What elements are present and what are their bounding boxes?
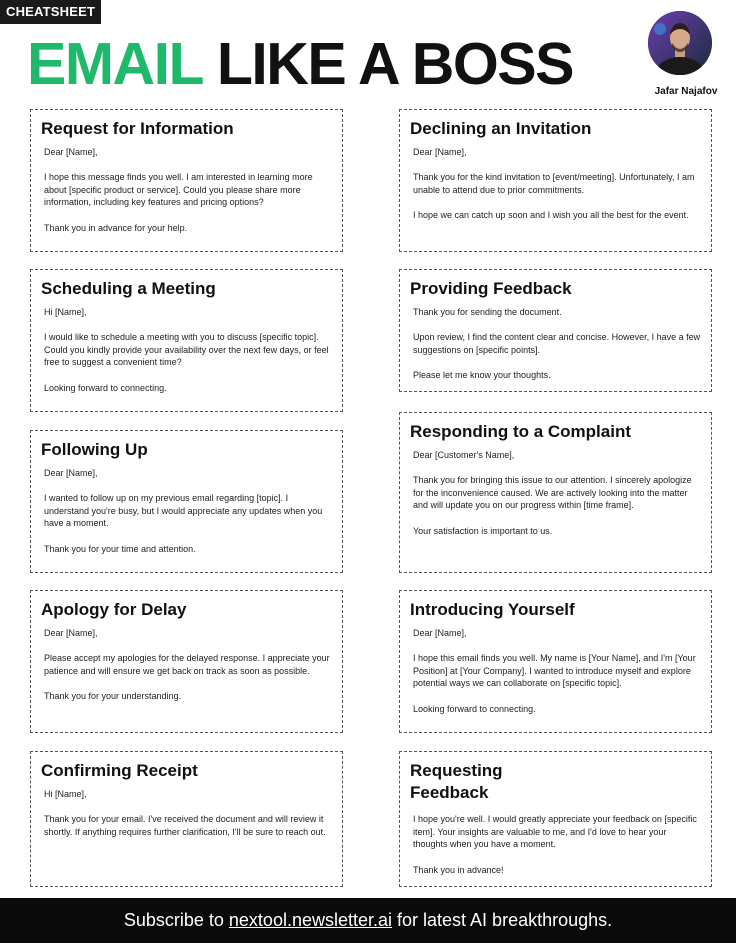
card-title: Declining an Invitation [410,119,592,138]
card-paragraph: Your satisfaction is important to us. [413,525,553,536]
footer-prefix: Subscribe to [123,910,229,930]
card-title: Request for Information [41,119,234,138]
card-introducing-yourself [399,590,712,733]
title-rest: LIKE A BOSS [201,31,573,97]
card-paragraph: Dear [Name], [413,147,467,157]
footer-suffix: for latest AI breakthroughs. [392,910,613,930]
card-paragraph: Thank you in advance! [413,864,504,875]
card-paragraph: I hope this message finds you well. I am interested in learning more about [specific product or service]. Could you please share more information, including key features and pricing options? [44,172,313,208]
card-providing-feedback [399,269,712,392]
card-requesting-feedback [399,751,712,887]
card-paragraph: I hope this email finds you well. My name is [Your Name], and I'm [Your Position] at [Your Company]. I wanted to introduce myself and explore potential ways we can collaborate on [specific topic]. [413,653,696,689]
card-paragraph: Thank you for your email. I've received the document and will review it shortly. If anything requires further clarification, I'll be sure to reach out. [44,814,326,837]
card-paragraph: Hi [Name], [44,789,87,799]
card-paragraph: Thank you for your understanding. [44,690,182,701]
card-apology-for-delay [30,590,343,733]
author-avatar [648,11,712,75]
subscribe-footer [0,898,736,943]
card-declining-an-invitation [399,109,712,252]
title-accent: EMAIL [27,31,202,97]
card-paragraph: Thank you for the kind invitation to [event/meeting]. Unfortunately, I am unable to attend due to prior commitments. [413,172,695,195]
newsletter-link[interactable]: nextool.newsletter.ai [228,910,393,930]
card-title: Apology for Delay [41,600,187,619]
card-paragraph: Looking forward to connecting. [413,703,536,714]
card-paragraph: I would like to schedule a meeting with you to discuss [specific topic]. Could you kindly provide your availability over the next few days, or feel free to suggest a convenient time? [44,332,329,368]
card-paragraph: Thank you for your time and attention. [44,543,196,554]
card-following-up [30,430,343,573]
author-name: Jafar Najafov [654,86,718,97]
card-confirming-receipt [30,751,343,887]
card-paragraph: Please accept my apologies for the delayed response. I appreciate your patience and will ensure we get back on track as soon as possible. [44,653,330,676]
page-title [27,30,573,98]
card-title: Responding to a Complaint [410,422,631,441]
card-paragraph: Looking forward to connecting. [44,382,167,393]
card-paragraph: Hi [Name], [44,307,87,317]
cheatsheet-tag: CHEATSHEET [0,0,101,24]
card-paragraph: Dear [Name], [44,628,98,638]
card-paragraph: I hope we can catch up soon and I wish you all the best for the event. [413,209,689,220]
card-title-overlap: Feedback [410,783,489,802]
card-paragraph: Thank you in advance for your help. [44,222,188,233]
card-paragraph: Dear [Name], [44,147,98,157]
card-title: Requesting [410,761,503,780]
card-paragraph: Dear [Name], [413,628,467,638]
card-paragraph: Thank you for bringing this issue to our attention. I sincerely apologize for the inconvenience caused. We are actively looking into the matter and will update you on our progress within [time frame]. [413,475,692,511]
card-paragraph: I hope you're well. I would greatly appreciate your feedback on [specific item]. Your insights are valuable to me, and I'd love to hear your thoughts when you have a moment. [413,814,697,850]
card-paragraph: Thank you for sending the document. [413,307,562,317]
card-paragraph: Please let me know your thoughts. [413,369,551,380]
card-title: Following Up [41,440,148,459]
card-paragraph: Upon review, I find the content clear and concise. However, I have a few suggestions on [specific points]. [413,332,701,355]
card-title: Providing Feedback [410,279,572,298]
card-paragraph: Dear [Name], [44,468,98,478]
card-responding-to-a-complaint [399,412,712,573]
card-paragraph: Dear [Customer's Name], [413,450,515,460]
card-title: Scheduling a Meeting [41,279,216,298]
card-paragraph: I wanted to follow up on my previous email regarding [topic]. I understand you're busy, but I would appreciate any updates when you have a moment. [44,493,323,529]
card-request-for-information [30,109,343,252]
card-title: Confirming Receipt [41,761,198,780]
card-scheduling-a-meeting [30,269,343,412]
card-title: Introducing Yourself [410,600,575,619]
